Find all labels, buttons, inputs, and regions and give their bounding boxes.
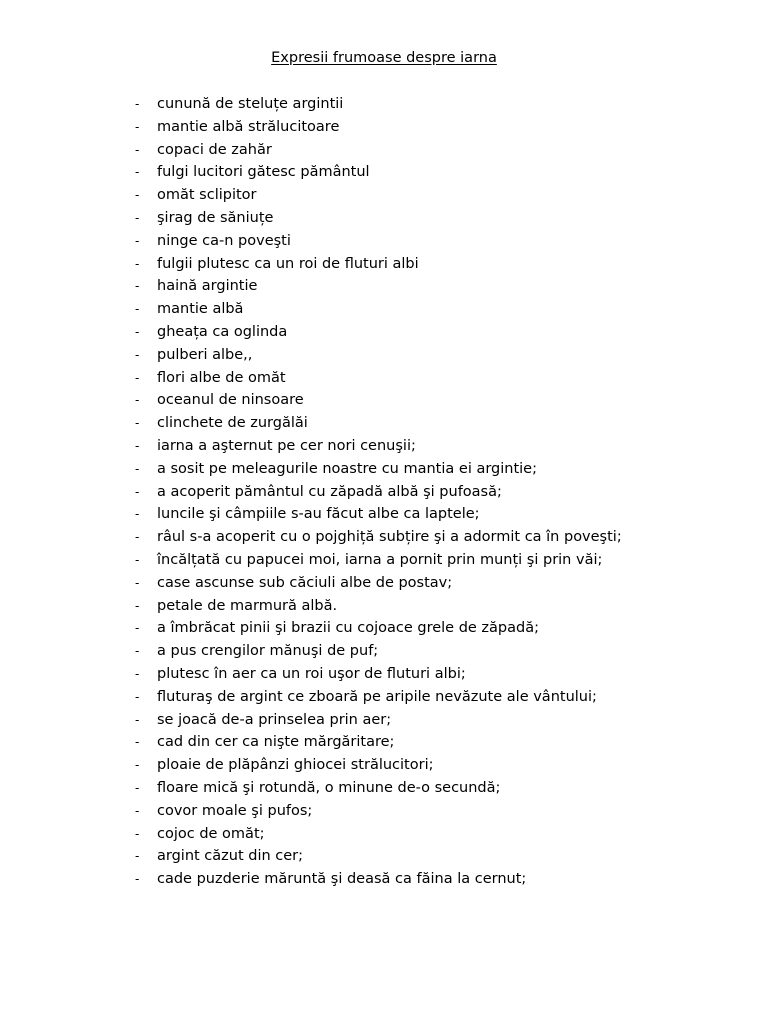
list-bullet: - bbox=[135, 849, 140, 864]
list-item bbox=[0, 686, 768, 709]
list-item bbox=[0, 526, 768, 549]
list-item bbox=[0, 617, 768, 640]
list-item-text: luncile şi câmpiile s-au făcut albe ca laptele; bbox=[157, 506, 480, 523]
list-item bbox=[0, 435, 768, 458]
list-bullet: - bbox=[135, 735, 140, 750]
list-item bbox=[0, 709, 768, 732]
list-bullet: - bbox=[135, 393, 140, 408]
list-bullet: - bbox=[135, 302, 140, 317]
list-item-text: mantie albă bbox=[157, 301, 244, 318]
list-bullet: - bbox=[135, 142, 140, 157]
list-bullet: - bbox=[135, 347, 140, 362]
list-bullet: - bbox=[135, 416, 140, 431]
list-bullet: - bbox=[135, 598, 140, 613]
list-item bbox=[0, 572, 768, 595]
list-item bbox=[0, 161, 768, 184]
list-bullet: - bbox=[135, 279, 140, 294]
list-item bbox=[0, 777, 768, 800]
list-item-text: fulgii plutesc ca un roi de fluturi albi bbox=[157, 255, 419, 272]
list-item-text: flori albe de omăt bbox=[157, 369, 286, 386]
list-item-text: haină argintie bbox=[157, 278, 258, 295]
list-bullet: - bbox=[135, 552, 140, 567]
list-bullet: - bbox=[135, 666, 140, 681]
list-item-text: gheața ca oglinda bbox=[157, 323, 288, 340]
list-bullet: - bbox=[135, 803, 140, 818]
list-item-text: iarna a aşternut pe cer nori cenuşii; bbox=[157, 437, 416, 454]
list-item-text: copaci de zahăr bbox=[157, 141, 272, 158]
list-item bbox=[0, 389, 768, 412]
list-bullet: - bbox=[135, 758, 140, 773]
list-item bbox=[0, 321, 768, 344]
list-bullet: - bbox=[135, 644, 140, 659]
list-item-text: argint căzut din cer; bbox=[157, 848, 304, 865]
list-item-text: ninge ca-n poveşti bbox=[157, 232, 291, 249]
list-bullet: - bbox=[135, 165, 140, 180]
list-item bbox=[0, 845, 768, 868]
document-title: Expresii frumoase despre iarna bbox=[271, 50, 497, 66]
list-bullet: - bbox=[135, 826, 140, 841]
list-item-text: cojoc de omăt; bbox=[157, 825, 265, 842]
list-item bbox=[0, 481, 768, 504]
list-bullet: - bbox=[135, 712, 140, 727]
list-item-text: covor moale şi pufos; bbox=[157, 802, 313, 819]
list-item-text: se joacă de-a prinselea prin aer; bbox=[157, 711, 392, 728]
list-item-text: omăt sclipitor bbox=[157, 187, 257, 204]
list-item bbox=[0, 298, 768, 321]
list-item bbox=[0, 823, 768, 846]
list-item bbox=[0, 367, 768, 390]
list-item-text: fulgi lucitori gătesc pământul bbox=[157, 164, 370, 181]
list-bullet: - bbox=[135, 210, 140, 225]
list-item bbox=[0, 754, 768, 777]
list-item bbox=[0, 412, 768, 435]
list-bullet: - bbox=[135, 530, 140, 545]
list-bullet: - bbox=[135, 484, 140, 499]
list-item bbox=[0, 230, 768, 253]
list-item-text: mantie albă strălucitoare bbox=[157, 118, 340, 135]
list-item-text: pulberi albe,, bbox=[157, 346, 253, 363]
list-bullet: - bbox=[135, 97, 140, 111]
list-item-text: petale de marmură albă. bbox=[157, 597, 338, 614]
list-item bbox=[0, 663, 768, 686]
list-item-text: cad din cer ca nişte mărgăritare; bbox=[157, 734, 395, 751]
list-item-text: râul s-a acoperit cu o pojghiță subțire şi a adormit ca în poveşti; bbox=[157, 529, 622, 546]
list-item bbox=[0, 503, 768, 526]
list-bullet: - bbox=[135, 575, 140, 590]
list-bullet: - bbox=[135, 461, 140, 476]
list-item bbox=[0, 549, 768, 572]
list-item bbox=[0, 207, 768, 230]
list-bullet: - bbox=[135, 119, 140, 134]
list-item-text: plutesc în aer ca un roi uşor de fluturi albi; bbox=[157, 665, 466, 682]
list-item bbox=[0, 731, 768, 754]
list-item-text: oceanul de ninsoare bbox=[157, 392, 304, 409]
list-item bbox=[0, 139, 768, 162]
list-bullet: - bbox=[135, 438, 140, 453]
expression-list bbox=[0, 93, 768, 891]
list-bullet: - bbox=[135, 233, 140, 248]
list-item bbox=[0, 275, 768, 298]
list-item-text: a îmbrăcat pinii şi brazii cu cojoace grele de zăpadă; bbox=[157, 620, 539, 637]
list-item-text: cunună de steluțe argintii bbox=[157, 96, 344, 112]
list-bullet: - bbox=[135, 780, 140, 795]
list-item bbox=[0, 344, 768, 367]
list-bullet: - bbox=[135, 689, 140, 704]
list-item-text: floare mică şi rotundă, o minune de-o secundă; bbox=[157, 779, 501, 796]
list-item bbox=[0, 868, 768, 891]
list-item-text: case ascunse sub căciuli albe de postav; bbox=[157, 574, 453, 591]
list-item bbox=[0, 595, 768, 618]
list-bullet: - bbox=[135, 621, 140, 636]
list-item bbox=[0, 640, 768, 663]
list-item bbox=[0, 116, 768, 139]
list-item bbox=[0, 458, 768, 481]
list-item bbox=[0, 253, 768, 276]
list-bullet: - bbox=[135, 188, 140, 203]
list-item-text: a sosit pe meleagurile noastre cu mantia ei argintie; bbox=[157, 460, 537, 477]
list-item-text: şirag de săniuțe bbox=[157, 209, 274, 226]
list-bullet: - bbox=[135, 324, 140, 339]
list-item-text: clinchete de zurgălăi bbox=[157, 415, 308, 432]
list-bullet: - bbox=[135, 872, 140, 887]
list-item-text: ploaie de plăpânzi ghiocei strălucitori; bbox=[157, 757, 434, 774]
list-item-text: a acoperit pământul cu zăpadă albă şi pufoasă; bbox=[157, 483, 502, 500]
list-item-text: încălțată cu papucei moi, iarna a pornit prin munți şi prin văi; bbox=[157, 551, 603, 568]
list-item bbox=[0, 800, 768, 823]
list-item bbox=[0, 184, 768, 207]
list-bullet: - bbox=[135, 370, 140, 385]
list-bullet: - bbox=[135, 507, 140, 522]
list-item-text: fluturaş de argint ce zboară pe aripile nevăzute ale vântului; bbox=[157, 688, 597, 705]
list-item bbox=[0, 93, 768, 116]
list-item-text: cade puzderie măruntă şi deasă ca făina la cernut; bbox=[157, 871, 527, 888]
list-item-text: a pus crengilor mănuşi de puf; bbox=[157, 643, 379, 660]
list-bullet: - bbox=[135, 256, 140, 271]
